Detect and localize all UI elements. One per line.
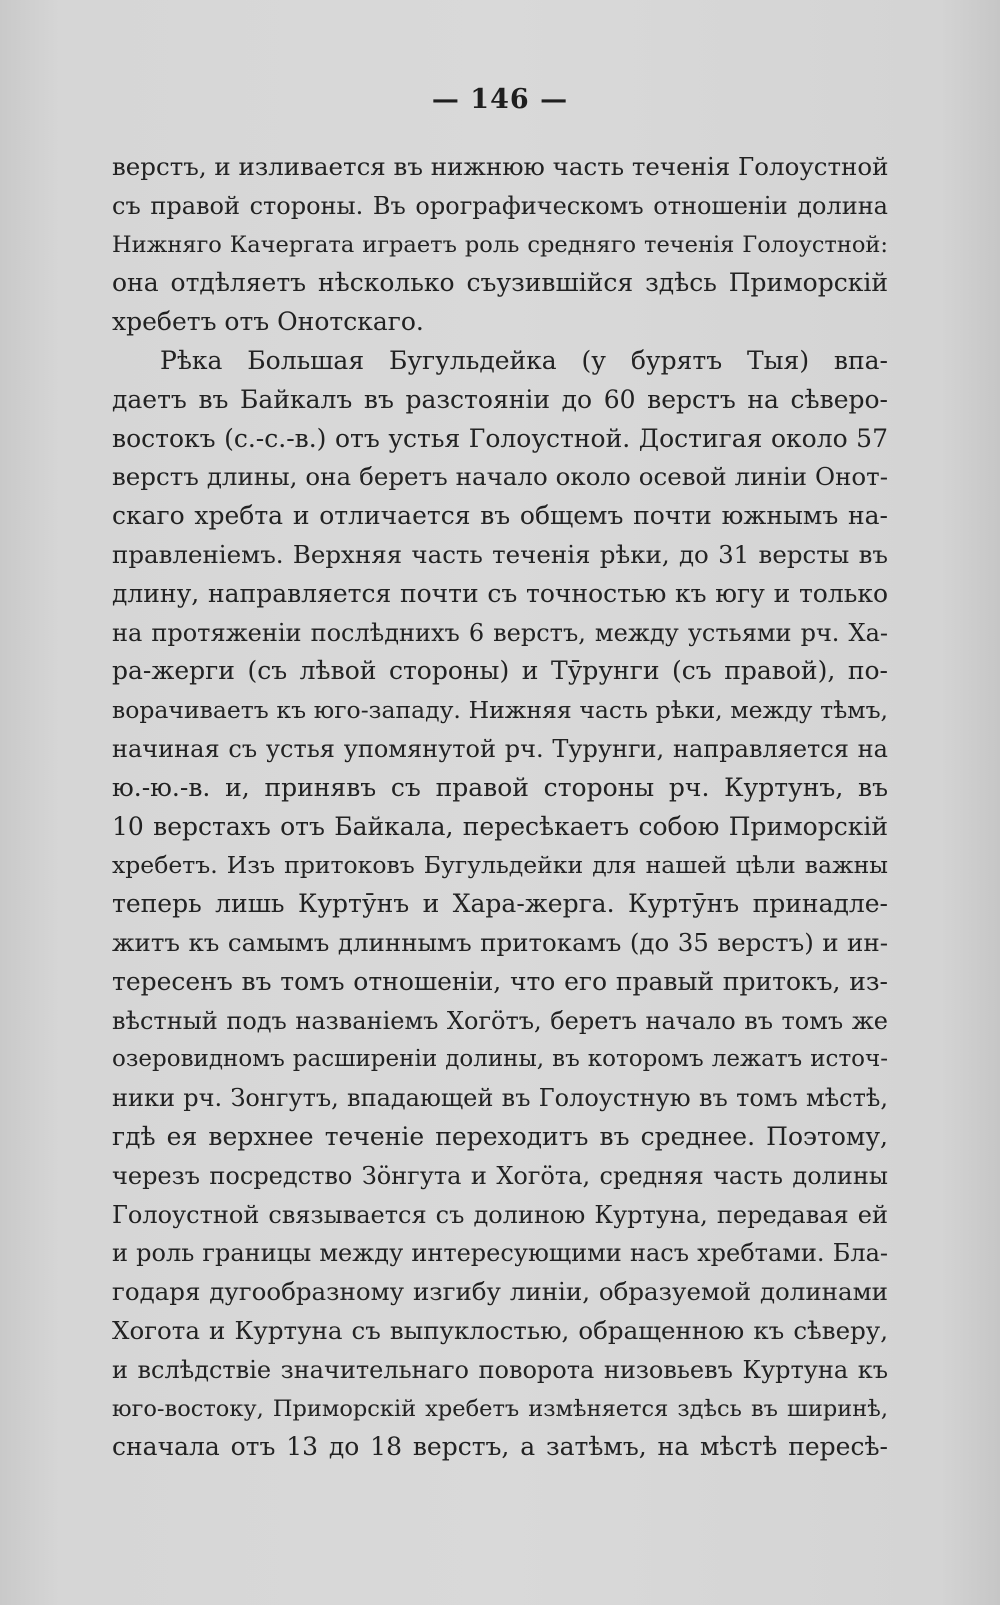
text-line: вѣстный подъ названіемъ Хогӧтъ, беретъ начало въ томъ же [112,1006,888,1035]
text-line: верстъ, и изливается въ нижнюю часть теченія Голоустной [112,152,888,181]
text-line: озеровидномъ расширеніи долины, въ которомъ лежатъ источ- [112,1046,888,1073]
text-line: длину, направляется почти съ точностью къ югу и только [112,578,888,608]
text-line: правленіемъ. Верхняя часть теченія рѣки, до 31 версты въ [112,539,888,569]
text-line: хребетъ. Изъ притоковъ Бугульдейки для нашей цѣли важны [112,851,888,880]
text-line: и роль границы между интересующими насъ хребтами. Бла- [112,1239,888,1268]
body-text [112,148,888,1467]
text-line: начиная съ устья упомянутой рч. Турунги, направляется на [112,734,888,763]
text-line: даетъ въ Байкалъ въ разстояніи до 60 верстъ на сѣверо- [112,384,888,414]
text-line: верстъ длины, она беретъ начало около осевой линіи Онот- [112,462,888,492]
text-line: скаго хребта и отличается въ общемъ почти южнымъ на- [112,501,888,531]
text-line: тересенъ въ томъ отношеніи, что его правый притокъ, из- [112,966,888,996]
text-line: и вслѣдствіе значительнаго поворота низовьевъ Куртуна къ [112,1355,888,1384]
text-line: сначала отъ 13 до 18 верстъ, а затѣмъ, на мѣстѣ пересѣ- [112,1432,888,1462]
page-number: — 146 — [431,84,569,115]
text-line: на протяженіи послѣднихъ 6 верстъ, между устьями рч. Ха- [112,618,888,647]
text-line: гдѣ ея верхнее теченіе переходитъ въ среднее. Поэтому, [112,1121,888,1151]
paragraph-start-line: Рѣка Большая Бугульдейка (у бурятъ Тыя) впа- [160,345,888,375]
text-line: черезъ посредство Зӧнгута и Хогӧта, средняя часть долины [112,1161,888,1190]
text-line: 10 верстахъ отъ Байкала, пересѣкаетъ собою Приморскій [112,811,888,841]
text-line: Нижняго Качергата играетъ роль средняго теченія Голоустной: [112,231,888,258]
text-line: юго-востоку, Приморскій хребетъ измѣняется здѣсь въ ширинѣ, [112,1395,888,1422]
text-line: съ правой стороны. Въ орографическомъ отношеніи долина [112,191,888,220]
text-line: ю.-ю.-в. и, принявъ съ правой стороны рч. Куртунъ, въ [112,772,888,802]
text-line: Хогота и Куртуна съ выпуклостью, обращенною къ сѣверу, [112,1315,888,1345]
text-line: ники рч. Зонгутъ, впадающей въ Голоустную въ томъ мѣстѣ, [112,1084,888,1113]
text-line: Голоустной связывается съ долиною Куртуна, передавая ей [112,1200,888,1229]
text-line: востокъ (с.-с.-в.) отъ устья Голоустной. Достигая около 57 [112,423,888,453]
text-line: ра-жерги (съ лѣвой стороны) и Тӯрунги (съ правой), по- [112,656,888,686]
text-line: ворачиваетъ къ юго-западу. Нижняя часть рѣки, между тѣмъ, [112,696,888,725]
text-line: она отдѣляетъ нѣсколько съузившійся здѣсь Приморскій [112,268,888,298]
text-line: теперь лишь Куртӯнъ и Хара-жерга. Куртӯнъ принадле- [112,889,888,919]
text-line: житъ къ самымъ длиннымъ притокамъ (до 35 верстъ) и ин- [112,927,888,957]
text-line: годаря дугообразному изгибу линіи, образуемой долинами [112,1277,888,1307]
text-line: хребетъ отъ Онотскаго. [112,307,424,337]
